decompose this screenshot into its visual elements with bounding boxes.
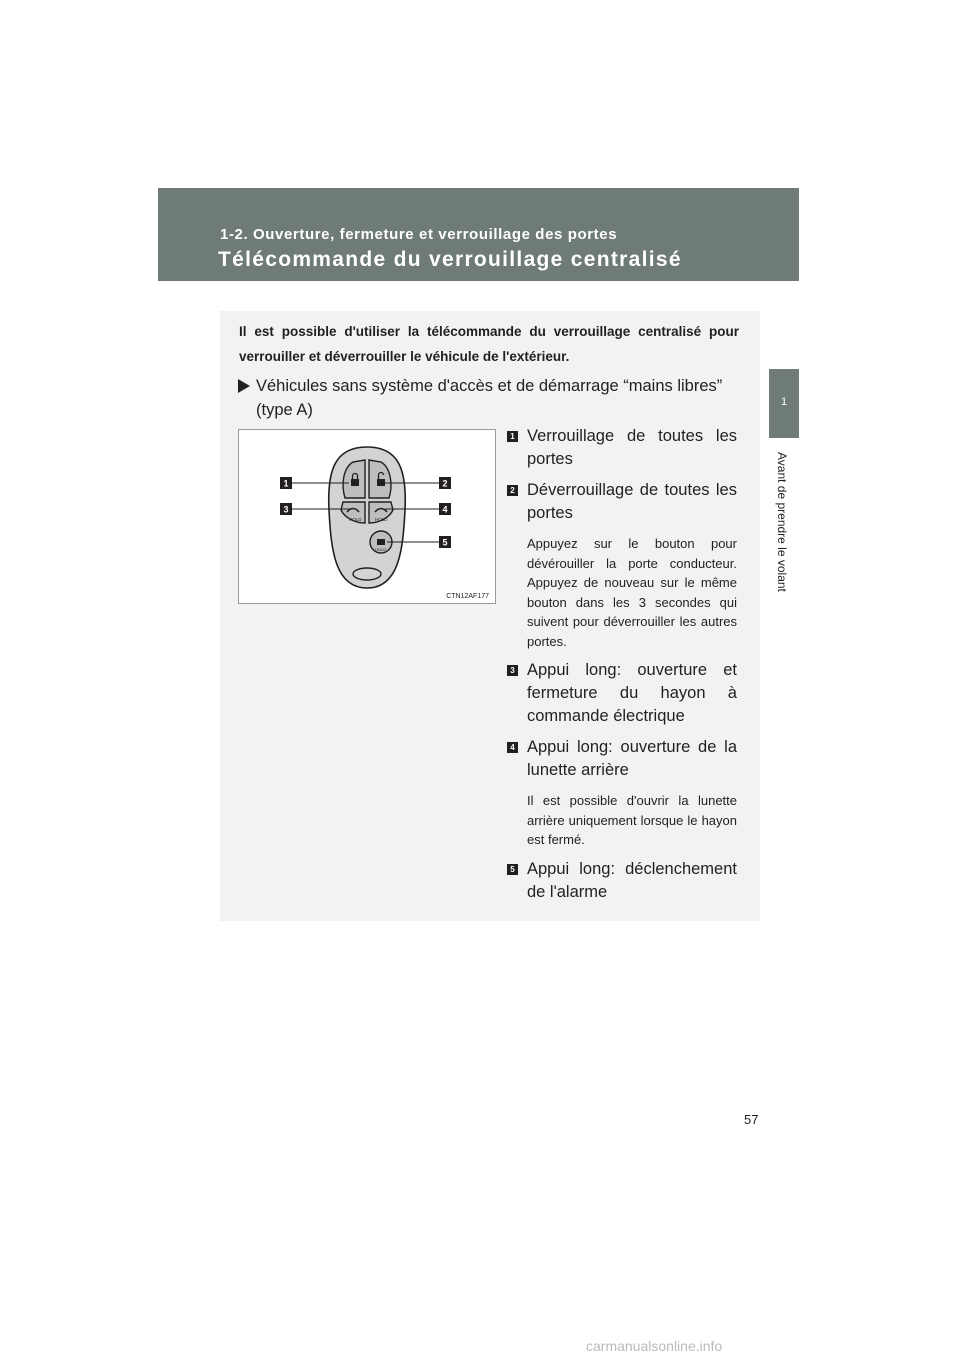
item-label: Appui long: ouverture de la lunette arrière bbox=[527, 738, 737, 779]
list-item bbox=[507, 736, 737, 850]
fob-bottom-oval bbox=[353, 568, 381, 580]
item-number-badge: 4 bbox=[507, 742, 518, 753]
list-item bbox=[507, 425, 737, 471]
remote-key-illustration bbox=[239, 430, 495, 603]
chapter-header bbox=[158, 188, 799, 281]
hold-text-panic: HOLD bbox=[375, 547, 387, 552]
hold-text-left: HOLD bbox=[349, 517, 362, 522]
chapter-number: 1 bbox=[780, 396, 788, 408]
variant-heading bbox=[238, 374, 743, 422]
list-item bbox=[507, 479, 737, 651]
svg-text:5: 5 bbox=[442, 537, 448, 548]
item-label: Verrouillage de toutes les portes bbox=[527, 427, 737, 468]
page-title: Télécommande du verrouillage centralisé bbox=[218, 248, 682, 271]
section-label: 1-2. Ouverture, fermeture et verrouillage des portes bbox=[220, 226, 618, 243]
hold-text-right: HOLD bbox=[375, 517, 388, 522]
item-number-badge: 5 bbox=[507, 864, 518, 875]
item-label: Appui long: déclenchement de l'alarme bbox=[527, 859, 737, 901]
item-number-badge: 2 bbox=[507, 485, 518, 496]
svg-text:1: 1 bbox=[283, 478, 289, 489]
figure-code: CTN12AF177 bbox=[446, 593, 489, 600]
svg-text:4: 4 bbox=[442, 504, 448, 515]
chapter-label: Avant de prendre le volant bbox=[775, 452, 789, 592]
item-label: Déverrouillage de toutes les portes bbox=[527, 481, 737, 522]
item-number-badge: 3 bbox=[507, 665, 518, 676]
alarm-icon bbox=[377, 539, 385, 545]
item-list bbox=[507, 425, 737, 912]
content-box bbox=[220, 311, 760, 921]
callout-3 bbox=[280, 503, 292, 515]
item-note: Appuyez sur le bouton pour dévérouiller la porte conducteur. Appuyez de nouveau sur le même bouton dans les 3 secondes qui suivent pour déverrouiller les autres portes. bbox=[527, 536, 737, 649]
remote-key-figure bbox=[238, 429, 496, 604]
intro-text: Il est possible d'utiliser la télécommande du verrouillage centralisé pour verrouiller et déverrouiller le véhicule de l'extérieur. bbox=[239, 324, 739, 364]
svg-text:2: 2 bbox=[442, 478, 448, 489]
fob-body bbox=[329, 447, 406, 588]
callout-2 bbox=[439, 477, 451, 489]
variant-text: Véhicules sans système d'accès et de démarrage “mains libres” (type A) bbox=[256, 377, 723, 419]
callout-4 bbox=[439, 503, 451, 515]
arrow-right-icon bbox=[238, 379, 250, 393]
callout-1 bbox=[280, 477, 292, 489]
watermark: carmanualsonline.info bbox=[586, 1338, 723, 1354]
list-item bbox=[507, 858, 737, 904]
item-note: Il est possible d'ouvrir la lunette arrière uniquement lorsque le hayon est fermé. bbox=[527, 793, 737, 847]
svg-text:3: 3 bbox=[283, 504, 289, 515]
list-item bbox=[507, 659, 737, 728]
item-label: Appui long: ouverture et fermeture du hayon à commande électrique bbox=[527, 661, 737, 725]
item-number-badge: 1 bbox=[507, 431, 518, 442]
page-number: 57 bbox=[744, 1112, 759, 1127]
callout-5 bbox=[439, 536, 451, 548]
chapter-tab bbox=[769, 369, 799, 438]
